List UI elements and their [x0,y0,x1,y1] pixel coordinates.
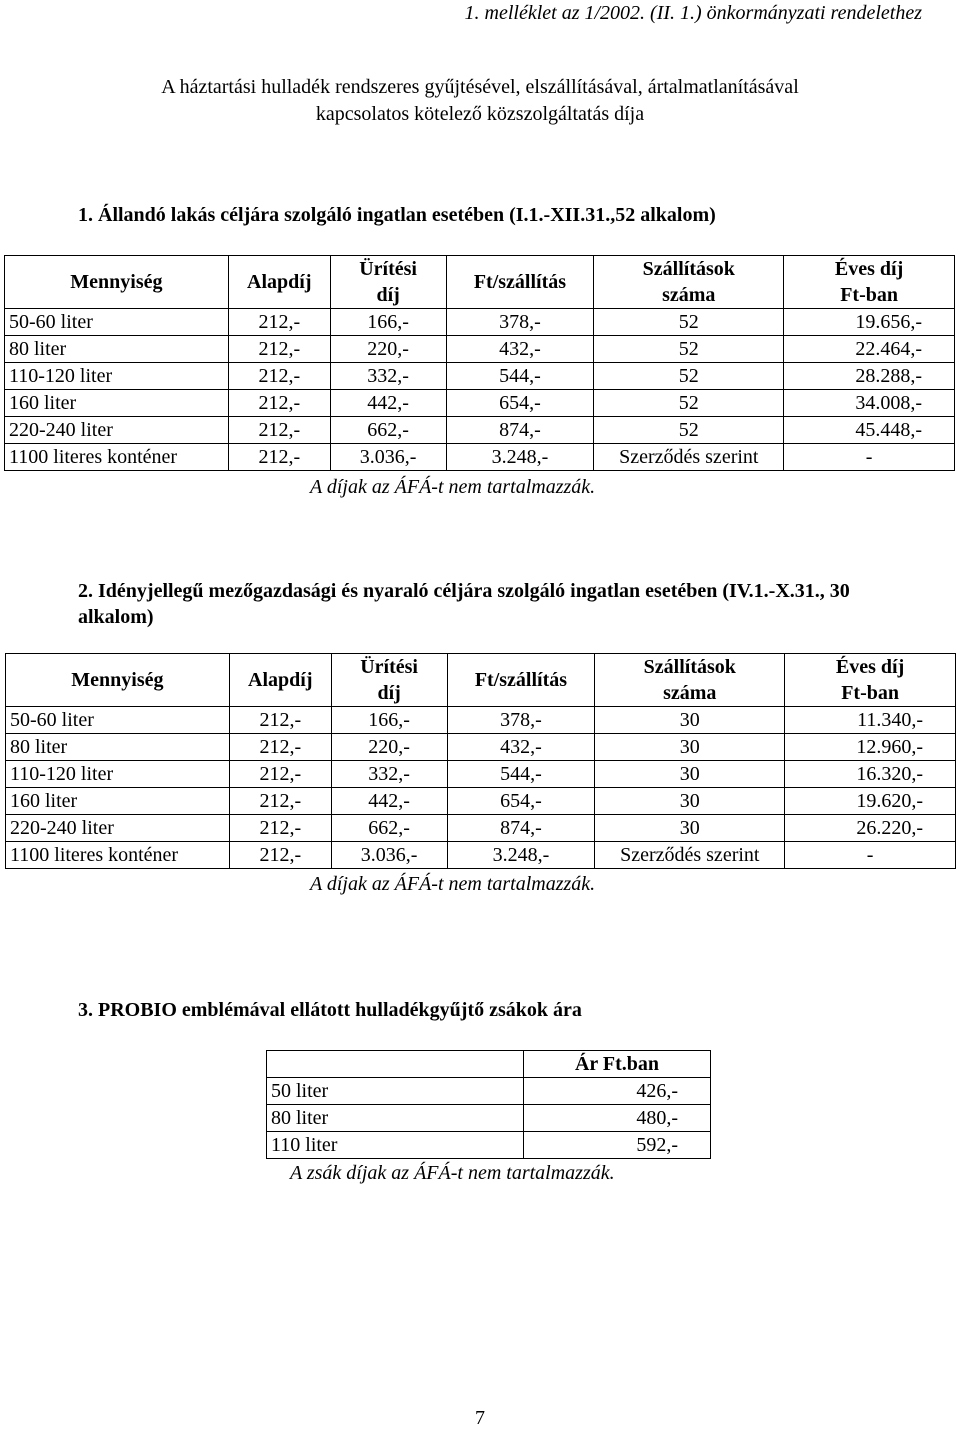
header-uritesi-dij [330,256,446,309]
cell-uritesi: 3.036,- [331,842,447,869]
cell-uritesi: 166,- [331,707,447,734]
header-ft-szallitas: Ft/szállítás [447,654,595,707]
header-uritesi-line1: Ürítési [359,258,417,280]
table-row [267,1078,711,1105]
cell-mennyiseg: 1100 literes konténer [6,842,230,869]
cell-mennyiseg: 220-240 liter [5,417,229,444]
cell-eves: 28.288,- [784,363,955,390]
table-header-row [5,256,955,309]
table-row [5,336,955,363]
cell-alapdij: 212,- [228,444,330,471]
header-eves-line1: Éves díj [834,258,904,280]
cell-ft-szallitas: 654,- [447,788,595,815]
cell-eves: 26.220,- [785,815,956,842]
table-row [6,788,956,815]
header-uritesi-dij [331,654,447,707]
cell-eves: - [784,444,955,471]
table-header-row [6,654,956,707]
header-alapdij: Alapdíj [228,256,330,309]
table-row [6,815,956,842]
page-number: 7 [475,1407,485,1429]
header-szallitasok-szama [594,256,784,309]
cell-mennyiseg: 50-60 liter [5,309,229,336]
cell-bag-price: 426,- [524,1078,711,1105]
section2-vat-note: A díjak az ÁFÁ-t nem tartalmazzák. [310,873,596,895]
cell-alapdij: 212,- [229,707,331,734]
cell-uritesi: 662,- [330,417,446,444]
cell-eves: 19.656,- [784,309,955,336]
section3-title: 3. PROBIO emblémával ellátott hulladékgyűjtő zsákok ára [78,999,582,1021]
cell-szallitasok: Szerződés szerint [594,444,784,471]
cell-uritesi: 662,- [331,815,447,842]
cell-szallitasok: 52 [594,336,784,363]
cell-bag-price: 480,- [524,1105,711,1132]
document-reference: 1. melléklet az 1/2002. (II. 1.) önkormányzati rendelethez [464,2,922,24]
cell-alapdij: 212,- [229,842,331,869]
header-szallitasok-line2: száma [662,284,716,306]
cell-alapdij: 212,- [228,390,330,417]
section3-bag-price-table [266,1050,711,1159]
cell-ft-szallitas: 432,- [446,336,594,363]
cell-szallitasok: 30 [595,761,785,788]
table-row [5,363,955,390]
cell-uritesi: 332,- [331,761,447,788]
header-szallitasok-szama [595,654,785,707]
cell-alapdij: 212,- [229,788,331,815]
table-row [5,444,955,471]
header-alapdij: Alapdíj [229,654,331,707]
header-eves-line2: Ft-ban [840,284,898,306]
cell-mennyiseg: 80 liter [5,336,229,363]
cell-eves: - [785,842,956,869]
table-row [5,390,955,417]
header-uritesi-line2: díj [376,284,400,306]
cell-szallitasok: 30 [595,788,785,815]
cell-mennyiseg: 50-60 liter [6,707,230,734]
cell-bag-size: 80 liter [267,1105,524,1132]
table-row [5,417,955,444]
cell-alapdij: 212,- [229,815,331,842]
cell-szallitasok: 52 [594,363,784,390]
cell-uritesi: 442,- [331,788,447,815]
header-eves-line2: Ft-ban [841,682,899,704]
header-uritesi-line1: Ürítési [360,656,418,678]
cell-alapdij: 212,- [228,363,330,390]
table-row [6,761,956,788]
table-header-row [267,1051,711,1078]
cell-eves: 12.960,- [785,734,956,761]
cell-eves: 11.340,- [785,707,956,734]
document-title-line2: kapcsolatos kötelező közszolgáltatás díja [315,103,645,125]
cell-alapdij: 212,- [229,734,331,761]
table-row [6,842,956,869]
cell-ft-szallitas: 544,- [447,761,595,788]
table-row [6,707,956,734]
cell-szallitasok: 30 [595,815,785,842]
cell-uritesi: 220,- [330,336,446,363]
cell-mennyiseg: 110-120 liter [6,761,230,788]
cell-ft-szallitas: 432,- [447,734,595,761]
cell-eves: 34.008,- [784,390,955,417]
cell-szallitasok: 52 [594,417,784,444]
header-eves-dij [785,654,956,707]
section1-title: 1. Állandó lakás céljára szolgáló ingatlan esetében (I.1.-XII.31.,52 alkalom) [78,204,716,226]
cell-mennyiseg: 80 liter [6,734,230,761]
cell-alapdij: 212,- [229,761,331,788]
cell-szallitasok: 52 [594,309,784,336]
cell-eves: 45.448,- [784,417,955,444]
section3-vat-note: A zsák díjak az ÁFÁ-t nem tartalmazzák. [290,1162,615,1184]
cell-eves: 16.320,- [785,761,956,788]
section2-fee-table [5,653,956,869]
cell-eves: 19.620,- [785,788,956,815]
document-title-line1: A háztartási hulladék rendszeres gyűjtésével, elszállításával, ártalmatlanításával [161,76,799,98]
header-uritesi-line2: díj [377,682,401,704]
header-szallitasok-line1: Szállítások [642,258,735,280]
section1-vat-note: A díjak az ÁFÁ-t nem tartalmazzák. [310,476,596,498]
cell-alapdij: 212,- [228,309,330,336]
cell-ft-szallitas: 874,- [447,815,595,842]
cell-ft-szallitas: 654,- [446,390,594,417]
header-ft-szallitas: Ft/szállítás [446,256,594,309]
cell-ft-szallitas: 3.248,- [446,444,594,471]
document-title [0,74,960,128]
cell-alapdij: 212,- [228,336,330,363]
cell-alapdij: 212,- [228,417,330,444]
header-eves-dij [784,256,955,309]
cell-szallitasok: 52 [594,390,784,417]
cell-ft-szallitas: 544,- [446,363,594,390]
cell-uritesi: 442,- [330,390,446,417]
table-row [5,309,955,336]
cell-mennyiseg: 110-120 liter [5,363,229,390]
header-mennyiseg: Mennyiség [6,654,230,707]
cell-bag-size: 110 liter [267,1132,524,1159]
cell-mennyiseg: 160 liter [6,788,230,815]
cell-szallitasok: 30 [595,734,785,761]
header-mennyiseg: Mennyiség [5,256,229,309]
cell-uritesi: 3.036,- [330,444,446,471]
cell-mennyiseg: 160 liter [5,390,229,417]
cell-szallitasok: 30 [595,707,785,734]
cell-uritesi: 332,- [330,363,446,390]
table-row [6,734,956,761]
table-row [267,1132,711,1159]
cell-ft-szallitas: 874,- [446,417,594,444]
cell-szallitasok: Szerződés szerint [595,842,785,869]
cell-ft-szallitas: 378,- [446,309,594,336]
section1-fee-table [4,255,955,471]
header-price: Ár Ft.ban [524,1051,711,1078]
cell-mennyiseg: 1100 literes konténer [5,444,229,471]
cell-mennyiseg: 220-240 liter [6,815,230,842]
cell-ft-szallitas: 3.248,- [447,842,595,869]
section2-title: 2. Idényjellegű mezőgazdasági és nyaraló céljára szolgáló ingatlan esetében (IV.1.-X.31., 30 alkalom) [78,580,850,628]
cell-ft-szallitas: 378,- [447,707,595,734]
cell-uritesi: 220,- [331,734,447,761]
cell-eves: 22.464,- [784,336,955,363]
header-eves-line1: Éves díj [835,656,905,678]
header-szallitasok-line1: Szállítások [643,656,736,678]
cell-uritesi: 166,- [330,309,446,336]
cell-bag-size: 50 liter [267,1078,524,1105]
header-empty-cell [267,1051,524,1078]
cell-bag-price: 592,- [524,1132,711,1159]
table-row [267,1105,711,1132]
header-szallitasok-line2: száma [663,682,717,704]
